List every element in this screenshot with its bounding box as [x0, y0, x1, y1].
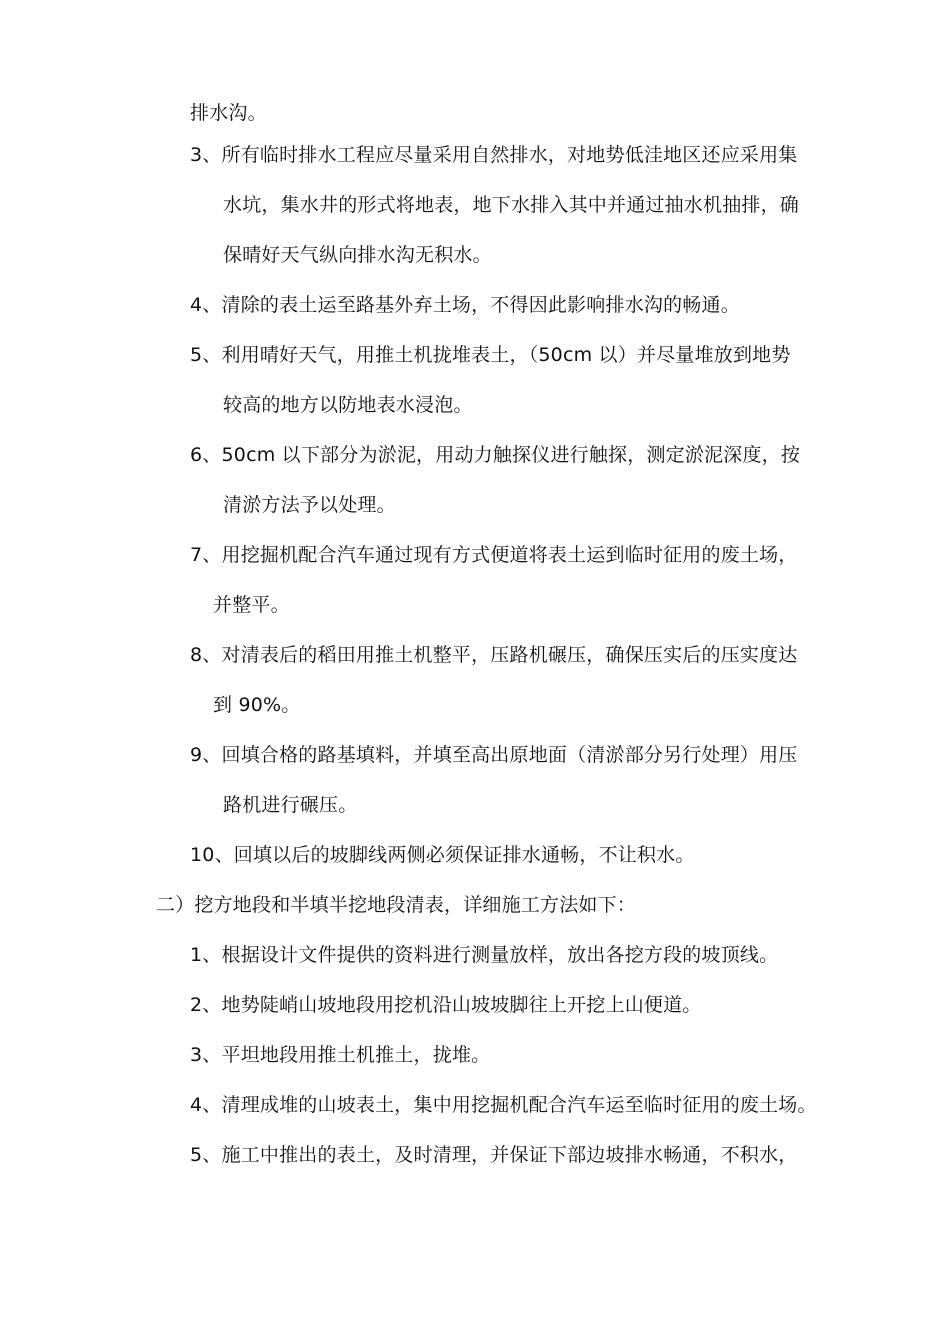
text-line: 2、地势陡峭山坡地段用挖机沿山坡坡脚往上开挖上山便道。 — [190, 994, 702, 1016]
text-line: 3、所有临时排水工程应尽量采用自然排水，对地势低洼地区还应采用集 — [190, 144, 798, 166]
text-line: 6、50cm 以下部分为淤泥，用动力触探仪进行触探，测定淤泥深度，按 — [190, 444, 801, 466]
section-heading: 二）挖方地段和半填半挖地段清表，详细施工方法如下： — [156, 894, 637, 916]
text-line: 5、施工中推出的表土，及时清理，并保证下部边坡排水畅通，不积水， — [190, 1144, 798, 1166]
text-line: 到 90%。 — [213, 694, 301, 716]
text-line: 10、回填以后的坡脚线两侧必须保证排水通畅，不让积水。 — [190, 844, 695, 866]
text-line: 9、回填合格的路基填料，并填至高出原地面（清淤部分另行处理）用压 — [190, 744, 798, 766]
text-line: 清淤方法予以处理。 — [223, 494, 396, 516]
text-line: 4、清除的表土运至路基外弃土场，不得因此影响排水沟的畅通。 — [190, 294, 740, 316]
text-line: 1、根据设计文件提供的资料进行测量放样，放出各挖方段的坡顶线。 — [190, 944, 779, 966]
text-line: 4、清理成堆的山坡表土，集中用挖掘机配合汽车运至临时征用的废土场。 — [190, 1094, 817, 1116]
text-line: 路机进行碾压。 — [223, 794, 358, 816]
text-line: 7、用挖掘机配合汽车通过现有方式便道将表土运到临时征用的废土场， — [190, 544, 798, 566]
text-line: 水坑，集水井的形式将地表，地下水排入其中并通过抽水机抽排，确 — [223, 194, 800, 216]
text-line: 并整平。 — [213, 594, 290, 616]
text-line: 较高的地方以防地表水浸泡。 — [223, 394, 473, 416]
text-line: 3、平坦地段用推土机推土，拢堆。 — [190, 1044, 491, 1066]
text-line: 5、利用晴好天气，用推土机拢堆表土，（50cm 以）并尽量堆放到地势 — [190, 344, 791, 366]
text-line: 8、对清表后的稻田用推土机整平，压路机碾压，确保压实后的压实度达 — [190, 644, 798, 666]
text-line: 保晴好天气纵向排水沟无积水。 — [223, 244, 492, 266]
text-line: 排水沟。 — [190, 102, 267, 124]
